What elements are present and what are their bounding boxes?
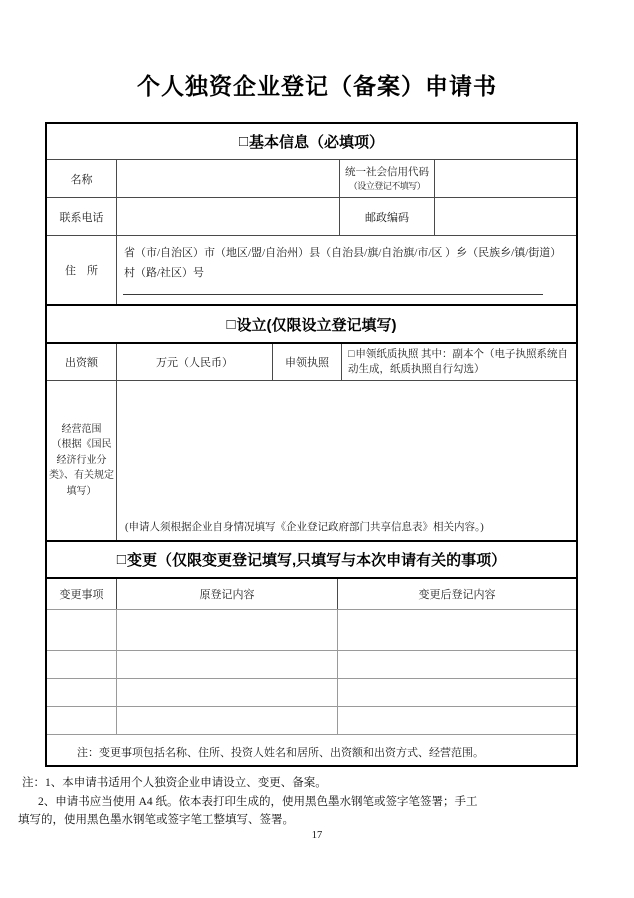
new-content-cell[interactable] (338, 651, 576, 678)
footnotes (18, 774, 618, 830)
original-content-cell[interactable] (117, 610, 338, 650)
paper-license-option-text: 申领纸质执照 其中：副本个（电子执照系统自动生成，纸质执照自行勾选） (348, 349, 568, 375)
new-content-cell[interactable] (338, 679, 576, 706)
address-row (47, 235, 576, 304)
phone-label: 联系电话 (47, 198, 117, 235)
footnote-line-2: 2、申请书应当使用 A4 纸。依本表打印生成的，使用黑色墨水钢笔或签字笔签署；手工 (38, 795, 478, 808)
postcode-label: 邮政编码 (340, 198, 435, 235)
new-content-column-header: 变更后登记内容 (418, 589, 496, 601)
new-content-cell[interactable] (338, 707, 576, 734)
original-content-cell[interactable] (117, 679, 338, 706)
scope-label-line: 填写） (66, 485, 97, 497)
address-value-cell[interactable] (117, 236, 576, 304)
phone-row (47, 197, 576, 235)
section-header-change (47, 540, 576, 577)
new-content-cell[interactable] (338, 610, 576, 650)
postcode-value-cell[interactable] (435, 198, 576, 235)
change-item-column-header: 变更事项 (47, 579, 117, 609)
license-label: 申领执照 (273, 344, 342, 380)
business-scope-note: (申请人须根据企业自身情况填写《企业登记政府部门共享信息表》相关内容。) (125, 522, 484, 533)
uscc-sub-label: （设立登记不填写） (348, 180, 426, 191)
change-header-label: 变更（仅限变更登记填写,只填写与本次申请有关的事项） (126, 552, 507, 569)
establishment-checkbox[interactable]: □ (226, 315, 236, 333)
scope-label-line: （根据《国民 (51, 439, 112, 451)
address-fill-line[interactable] (123, 294, 543, 295)
change-item-cell[interactable] (47, 679, 117, 706)
capital-amount-cell[interactable] (117, 344, 273, 380)
application-form-table (45, 122, 578, 767)
phone-value-cell[interactable] (117, 198, 340, 235)
change-empty-row (47, 650, 576, 678)
footnote-line-3: 填写的，使用黑色墨水钢笔或签字笔工整填写、签署。 (18, 814, 294, 826)
change-empty-row (47, 706, 576, 734)
business-scope-value-cell[interactable] (117, 381, 576, 540)
footnote-line-1: 注：1、本申请书适用个人独资企业申请设立、变更、备案。 (22, 777, 327, 789)
original-content-cell[interactable] (117, 707, 338, 734)
original-content-column-header: 原登记内容 (117, 579, 338, 609)
address-template-text: 省（市/自治区）市（地区/盟/自治州）县（自治县/旗/自治旗/市/区 ）乡（民族乡/镇/街道）村（路/社区）号 (124, 247, 562, 279)
form-title: 个人独资企业登记（备案）申请书 (137, 73, 497, 99)
basic-info-header-label: 基本信息（必填项） (249, 134, 385, 151)
change-checkbox[interactable]: □ (116, 551, 126, 568)
change-columns-row (47, 577, 576, 609)
change-item-cell[interactable] (47, 707, 117, 734)
change-empty-row (47, 609, 576, 650)
capital-unit-label: 万元（人民币） (156, 357, 233, 369)
capital-row (47, 342, 576, 380)
capital-label: 出资额 (47, 344, 117, 380)
change-item-cell[interactable] (47, 610, 117, 650)
business-scope-label (47, 381, 117, 540)
change-table-note: 注：变更事项包括名称、住所、投资人姓名和居所、出资额和出资方式、经营范围。 (77, 746, 484, 759)
establishment-header-label: 设立(仅限设立登记填写) (236, 316, 397, 334)
change-note-row (47, 734, 576, 768)
page-number: 17 (311, 830, 323, 841)
license-option-cell (342, 344, 576, 380)
scope-label-line: 经济行业分 (56, 454, 107, 466)
name-value-cell[interactable] (117, 160, 340, 197)
change-empty-row (47, 678, 576, 706)
change-item-cell[interactable] (47, 651, 117, 678)
name-row (47, 159, 576, 197)
business-scope-row (47, 380, 576, 540)
section-header-basic-info (47, 124, 576, 159)
section-header-establishment (47, 304, 576, 342)
uscc-label: 统一社会信用代码 (345, 166, 429, 178)
scope-label-line: 经营范围 (61, 423, 102, 435)
scope-label-line: 类》、有关规定 (49, 470, 114, 482)
basic-info-checkbox[interactable]: □ (238, 133, 249, 150)
uscc-label-cell (340, 160, 435, 197)
original-content-cell[interactable] (117, 651, 338, 678)
uscc-value-cell[interactable] (435, 160, 576, 197)
address-label: 住 所 (47, 236, 117, 304)
paper-license-checkbox[interactable]: □ (348, 349, 355, 360)
name-label: 名称 (47, 160, 117, 197)
